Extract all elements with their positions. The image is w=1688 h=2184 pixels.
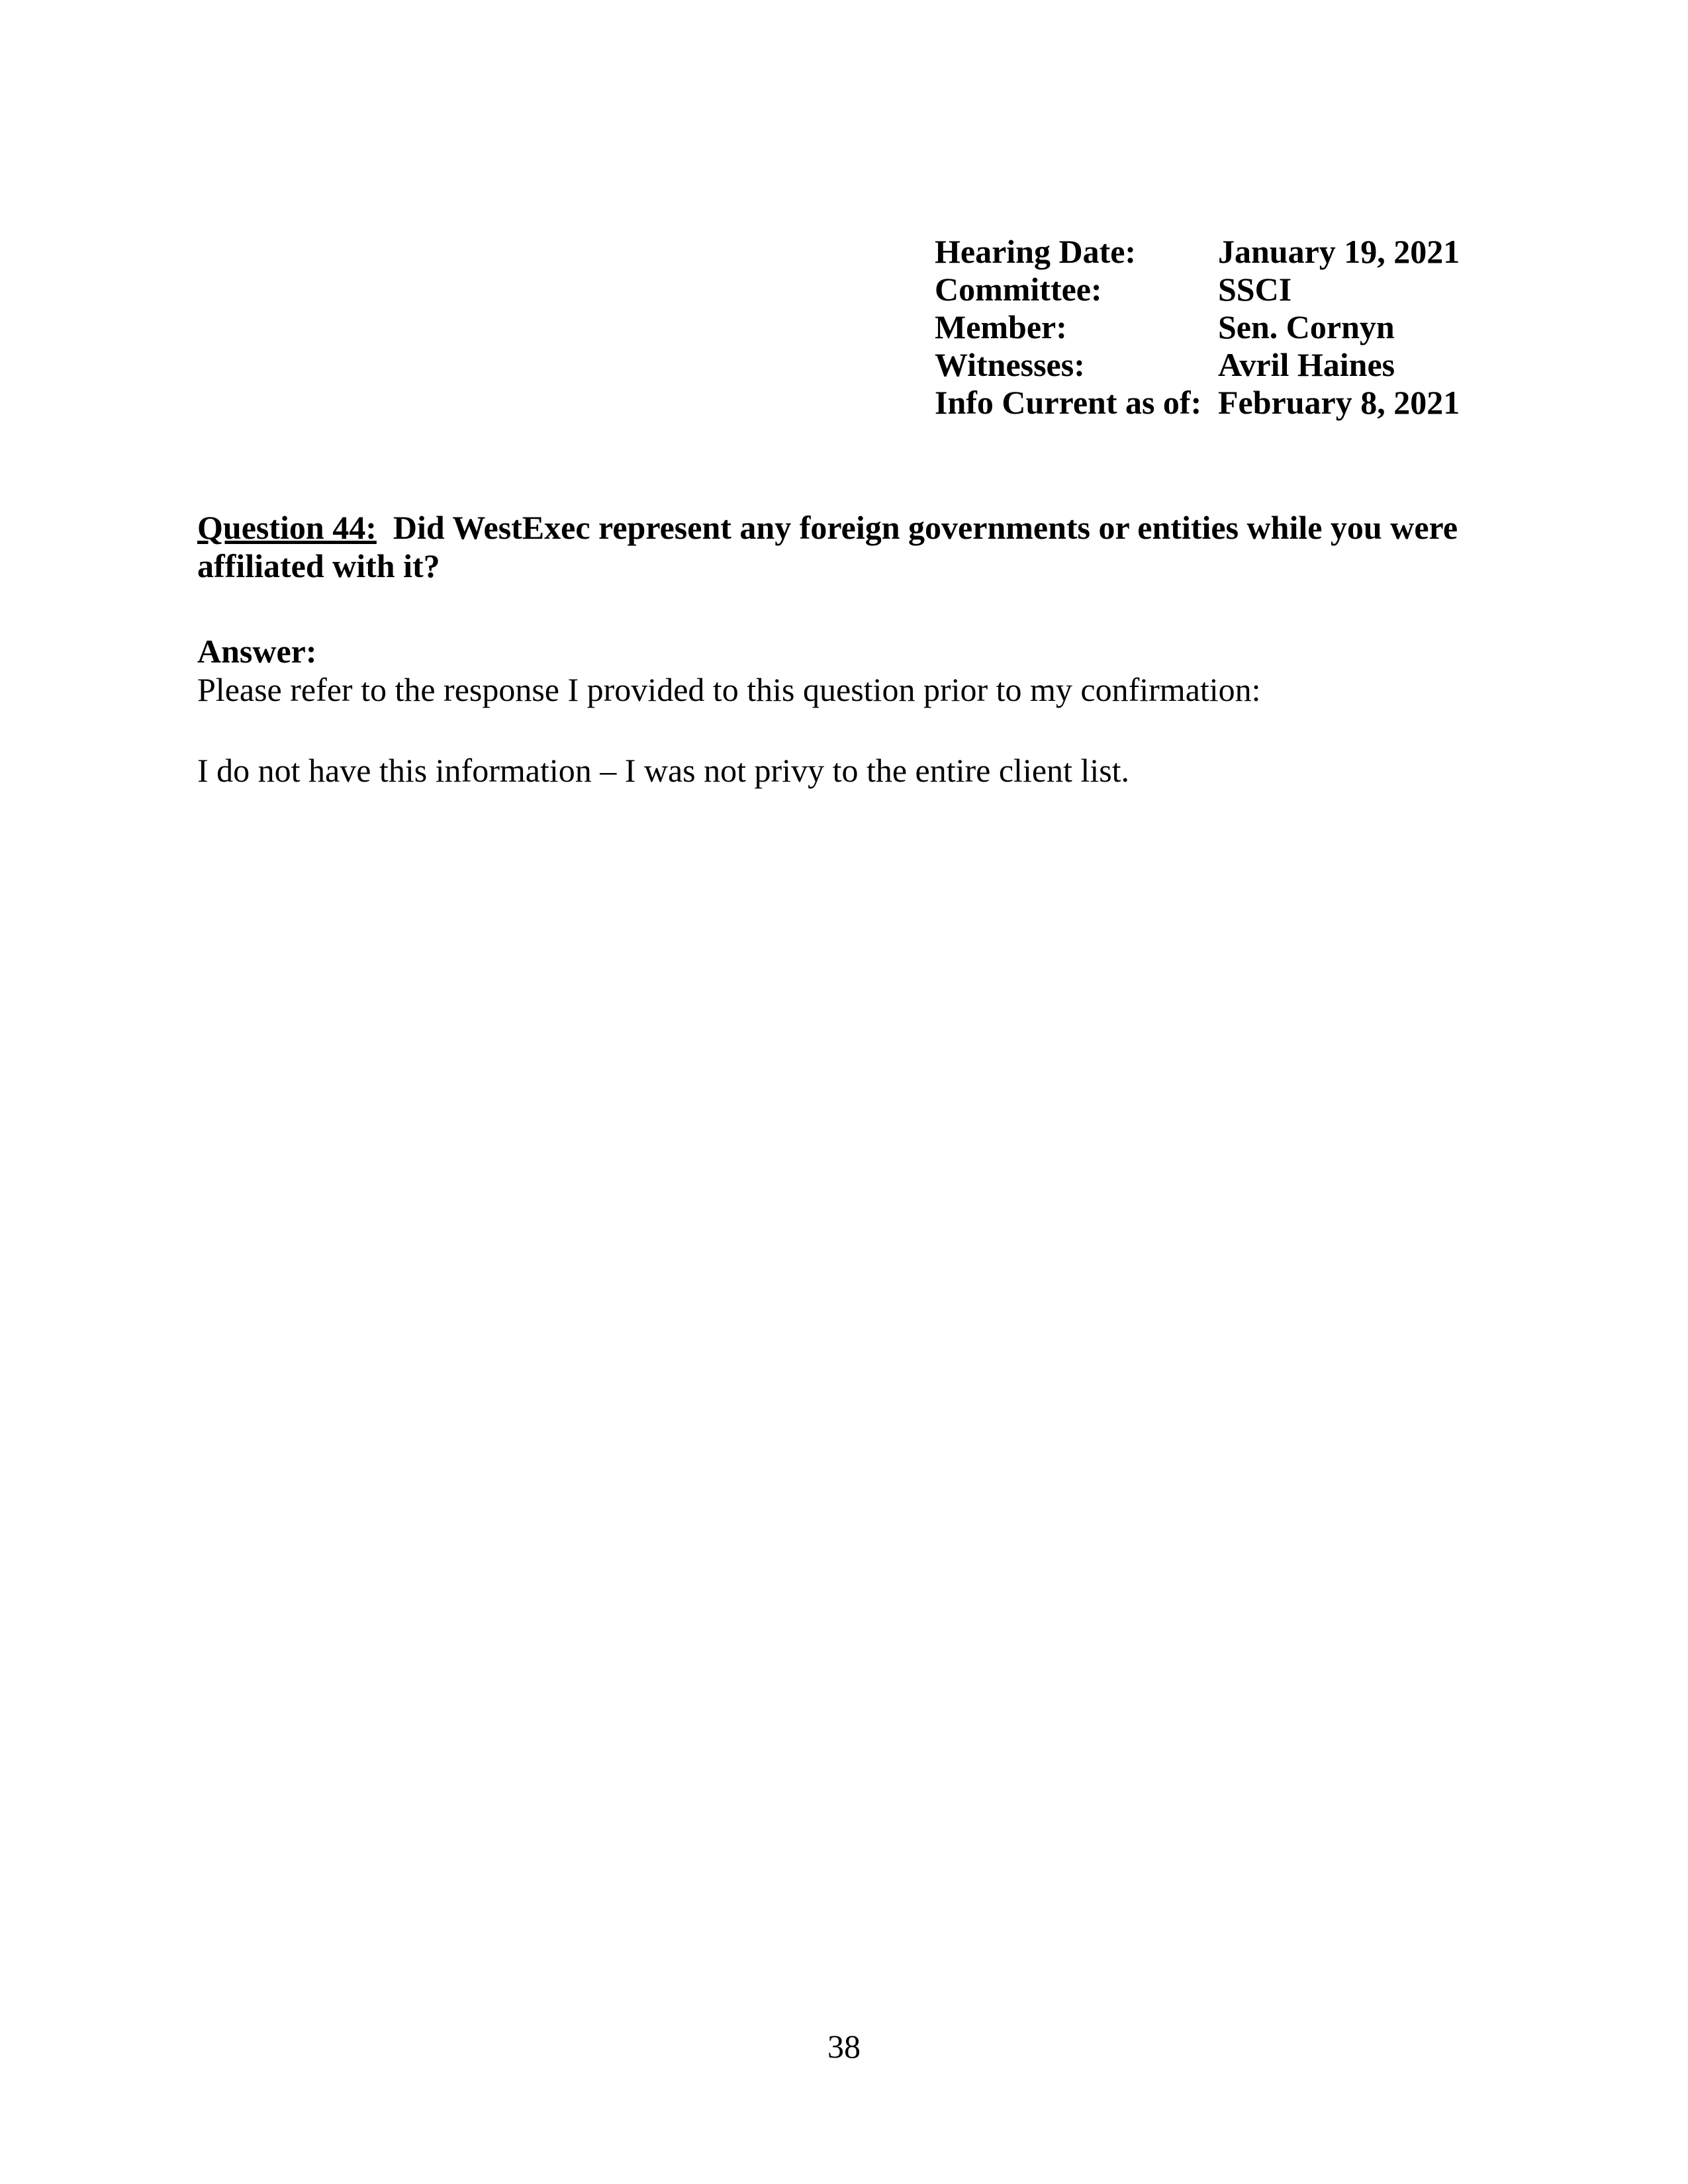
committee-value: SSCI: [1218, 271, 1292, 308]
committee-label: Committee:: [935, 271, 1102, 308]
info-current-label: Info Current as of:: [935, 384, 1202, 421]
committee-row: [935, 271, 1460, 308]
witnesses-label: Witnesses:: [935, 346, 1085, 383]
page-number: 38: [827, 2028, 861, 2065]
member-value: Sen. Cornyn: [1218, 308, 1395, 345]
witnesses-row: [935, 346, 1460, 384]
question-block: [197, 508, 1468, 585]
member-row: [935, 308, 1460, 346]
hearing-date-label: Hearing Date:: [935, 233, 1137, 270]
info-current-row: [935, 384, 1460, 422]
witnesses-value: Avril Haines: [1218, 346, 1395, 383]
answer-paragraph-2: I do not have this information – I was not privy to the entire client list.: [197, 752, 1130, 789]
member-label: Member:: [935, 308, 1067, 345]
answer-label: Answer:: [197, 633, 317, 670]
hearing-date-value: January 19, 2021: [1218, 233, 1460, 270]
hearing-date-row: [935, 233, 1460, 271]
question-label: Question 44:: [197, 509, 377, 546]
info-current-value: February 8, 2021: [1218, 384, 1460, 421]
answer-paragraph-1: Please refer to the response I provided to this question prior to my confirmation:: [197, 671, 1261, 708]
hearing-info-table: [935, 233, 1460, 422]
question-text: Did WestExec represent any foreign governments or entities while you were affiliated with it?: [197, 509, 1458, 584]
